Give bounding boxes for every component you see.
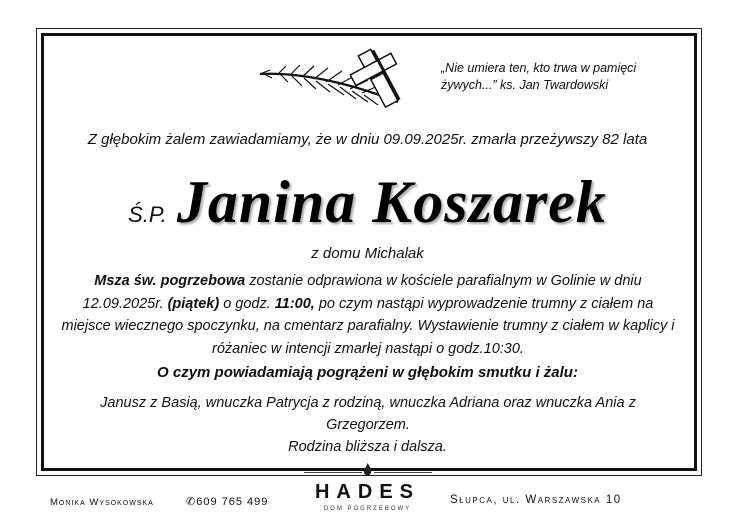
mass-text-3: po czym nastąpi wyprowadzenie trumny z ciałem na miejsce wiecznego spoczynku, na cmentarz parafialny. Wystawienie trumny z ciałem w kaplicy i różaniec w intencji zmarłej nastąpi o godz.10:30. <box>61 295 675 357</box>
deceased-name: Janina Koszarek <box>176 169 607 235</box>
funeral-home-logo <box>300 462 435 517</box>
cross-with-palm-icon <box>258 44 438 114</box>
memorial-quote <box>441 60 691 94</box>
quote-line-1: „Nie umiera ten, kto trwa w pamięci <box>441 61 637 75</box>
name-row <box>0 168 735 237</box>
footer-address: Słupca, ul. Warszawska 10 <box>450 494 622 506</box>
death-announcement: Z głębokim żalem zawiadamiamy, że w dniu 09.09.2025r. zmarła przeżywszy 82 lata <box>87 131 648 148</box>
mass-text-2: o godz. <box>219 295 275 312</box>
quote-line-2: żywych...” ks. Jan Twardowski <box>441 78 609 92</box>
mass-label: Msza św. pogrzebowa <box>94 273 246 289</box>
notify-heading: O czym powiadamiają pogrążeni w głębokim smutku i żalu: <box>157 364 578 381</box>
maiden-name: z domu Michalak <box>311 245 424 262</box>
honorific: Ś.P. <box>128 202 167 227</box>
logo-name: HADES <box>314 481 420 503</box>
funeral-mass-details <box>58 270 678 360</box>
mass-day: (piątek) <box>167 295 220 312</box>
logo-subtitle: DOM POGRZEBOWY <box>323 506 412 512</box>
mass-time: 11:00, <box>274 295 315 312</box>
mass-text-1: zostanie odprawiona w kościele parafialnym w Golinie w dniu 12.09.2025r. <box>82 273 642 312</box>
family-line: Rodzina bliższa i dalsza. <box>288 439 447 455</box>
logo-divider-left <box>304 472 362 473</box>
footer-contact-name: Monika Wysokowska <box>50 497 154 508</box>
footer-phone: ✆609 765 499 <box>186 496 269 508</box>
flame-icon <box>361 462 374 478</box>
mourners-list: Janusz z Basią, wnuczka Patrycja z rodziną, wnuczka Adriana oraz wnuczka Ania z Grzegorzem. <box>100 395 636 433</box>
logo-divider-right <box>374 472 432 473</box>
